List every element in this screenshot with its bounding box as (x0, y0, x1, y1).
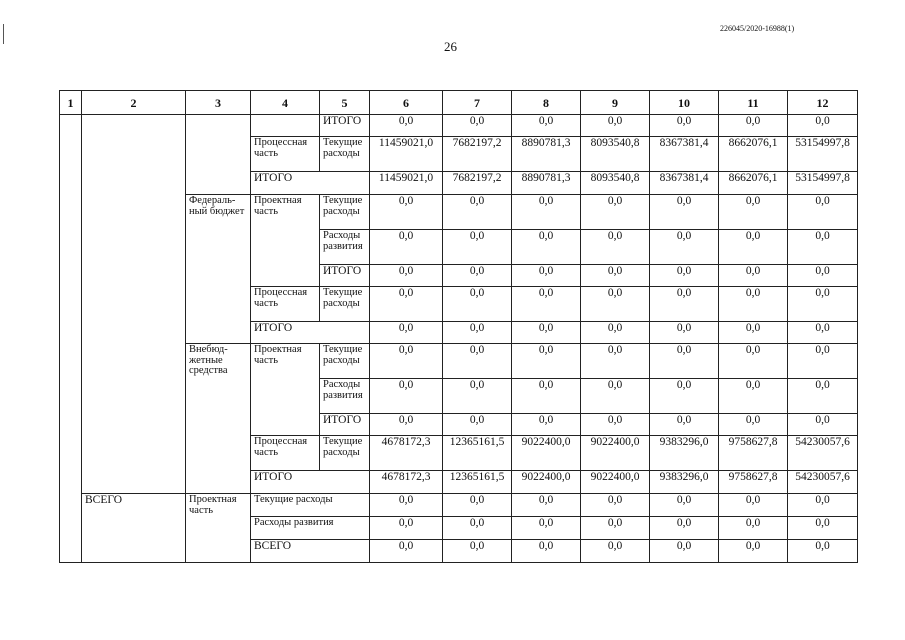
value-cell: 53154997,8 (788, 172, 858, 195)
value-cell: 0,0 (719, 517, 788, 540)
column-header: 9 (581, 91, 650, 115)
value-cell: 0,0 (512, 414, 581, 436)
table-row (60, 115, 858, 137)
value-cell: 0,0 (443, 379, 512, 414)
row-label: ИТОГО (251, 471, 370, 494)
column-header: 6 (370, 91, 443, 115)
value-cell: 0,0 (443, 344, 512, 379)
value-cell: 0,0 (650, 287, 719, 322)
row-label: ИТОГО (320, 115, 370, 137)
value-cell: 0,0 (719, 322, 788, 344)
value-cell: 0,0 (719, 494, 788, 517)
value-cell: 0,0 (370, 517, 443, 540)
value-cell: 0,0 (650, 115, 719, 137)
value-cell: 0,0 (581, 230, 650, 265)
value-cell: 0,0 (788, 322, 858, 344)
row-label: Текущие расходы (320, 195, 370, 230)
column-header: 2 (82, 91, 186, 115)
value-cell: 0,0 (370, 379, 443, 414)
value-cell: 0,0 (512, 517, 581, 540)
value-cell: 0,0 (650, 195, 719, 230)
value-cell: 0,0 (581, 344, 650, 379)
value-cell: 9022400,0 (512, 471, 581, 494)
value-cell: 0,0 (788, 195, 858, 230)
value-cell: 8093540,8 (581, 172, 650, 195)
value-cell: 0,0 (650, 517, 719, 540)
column-header: 5 (320, 91, 370, 115)
value-cell: 0,0 (512, 115, 581, 137)
row-label: Расходы развития (320, 379, 370, 414)
row-label: ИТОГО (320, 265, 370, 287)
value-cell: 0,0 (512, 287, 581, 322)
value-cell: 9383296,0 (650, 471, 719, 494)
row-label: Процессная часть (251, 287, 320, 322)
value-cell: 0,0 (443, 230, 512, 265)
page-number: 26 (444, 39, 457, 54)
value-cell: 0,0 (370, 195, 443, 230)
value-cell: 0,0 (581, 115, 650, 137)
value-cell: 0,0 (581, 517, 650, 540)
value-cell: 0,0 (788, 230, 858, 265)
value-cell: 0,0 (719, 287, 788, 322)
value-cell: 0,0 (512, 322, 581, 344)
value-cell: 0,0 (443, 115, 512, 137)
value-cell: 0,0 (719, 195, 788, 230)
row-label: ИТОГО (320, 414, 370, 436)
margin-line (3, 24, 4, 44)
row-label: Проектная часть (186, 494, 251, 563)
value-cell: 8890781,3 (512, 137, 581, 172)
value-cell: 0,0 (443, 414, 512, 436)
value-cell: 0,0 (581, 322, 650, 344)
value-cell: 0,0 (512, 379, 581, 414)
value-cell: 0,0 (581, 494, 650, 517)
empty-cell (60, 115, 82, 563)
value-cell: 53154997,8 (788, 137, 858, 172)
value-cell: 0,0 (370, 265, 443, 287)
row-label: ВСЕГО (82, 494, 186, 563)
value-cell: 0,0 (719, 540, 788, 563)
row-label: Федераль-ный бюджет (186, 195, 251, 344)
value-cell: 0,0 (443, 322, 512, 344)
column-number-row (60, 91, 858, 115)
value-cell: 0,0 (443, 494, 512, 517)
value-cell: 0,0 (512, 344, 581, 379)
column-header: 12 (788, 91, 858, 115)
value-cell: 0,0 (719, 414, 788, 436)
empty-cell (251, 115, 320, 137)
value-cell: 8662076,1 (719, 137, 788, 172)
value-cell: 0,0 (650, 494, 719, 517)
value-cell: 0,0 (581, 379, 650, 414)
value-cell: 0,0 (650, 379, 719, 414)
value-cell: 7682197,2 (443, 137, 512, 172)
empty-cell (82, 115, 186, 494)
value-cell: 0,0 (788, 494, 858, 517)
value-cell: 0,0 (719, 230, 788, 265)
value-cell: 0,0 (581, 287, 650, 322)
row-label: Процессная часть (251, 137, 320, 172)
value-cell: 0,0 (370, 322, 443, 344)
row-label: Расходы развития (251, 517, 370, 540)
column-header: 7 (443, 91, 512, 115)
value-cell: 11459021,0 (370, 137, 443, 172)
column-header: 11 (719, 91, 788, 115)
value-cell: 0,0 (512, 265, 581, 287)
row-label: Процессная часть (251, 436, 320, 471)
value-cell: 4678172,3 (370, 471, 443, 494)
value-cell: 0,0 (370, 540, 443, 563)
value-cell: 0,0 (581, 414, 650, 436)
value-cell: 9383296,0 (650, 436, 719, 471)
value-cell: 0,0 (650, 540, 719, 563)
value-cell: 0,0 (370, 414, 443, 436)
document-id: 226045/2020-16988(1) (720, 24, 795, 33)
value-cell: 0,0 (512, 230, 581, 265)
value-cell: 0,0 (719, 379, 788, 414)
value-cell: 0,0 (788, 517, 858, 540)
row-label: ИТОГО (251, 172, 370, 195)
column-header: 4 (251, 91, 320, 115)
value-cell: 0,0 (512, 195, 581, 230)
value-cell: 0,0 (443, 195, 512, 230)
row-label: Текущие расходы (320, 137, 370, 172)
value-cell: 0,0 (370, 115, 443, 137)
row-label: Текущие расходы (251, 494, 370, 517)
value-cell: 0,0 (581, 265, 650, 287)
value-cell: 0,0 (512, 494, 581, 517)
column-header: 1 (60, 91, 82, 115)
value-cell: 4678172,3 (370, 436, 443, 471)
empty-cell (186, 115, 251, 195)
row-label: Внебюд-жетные средства (186, 344, 251, 494)
column-header: 3 (186, 91, 251, 115)
row-label: Проектная часть (251, 195, 320, 287)
value-cell: 9022400,0 (581, 471, 650, 494)
row-label: Текущие расходы (320, 436, 370, 471)
value-cell: 0,0 (788, 414, 858, 436)
value-cell: 0,0 (370, 287, 443, 322)
row-label: ИТОГО (251, 322, 370, 344)
value-cell: 11459021,0 (370, 172, 443, 195)
value-cell: 9022400,0 (581, 436, 650, 471)
value-cell: 0,0 (370, 230, 443, 265)
value-cell: 12365161,5 (443, 471, 512, 494)
value-cell: 8890781,3 (512, 172, 581, 195)
value-cell: 0,0 (719, 115, 788, 137)
value-cell: 0,0 (581, 540, 650, 563)
value-cell: 0,0 (719, 344, 788, 379)
value-cell: 0,0 (650, 344, 719, 379)
budget-table (59, 90, 858, 563)
value-cell: 9758627,8 (719, 471, 788, 494)
value-cell: 0,0 (719, 265, 788, 287)
value-cell: 0,0 (443, 517, 512, 540)
value-cell: 7682197,2 (443, 172, 512, 195)
row-label: Проектная часть (251, 344, 320, 436)
value-cell: 8662076,1 (719, 172, 788, 195)
value-cell: 9022400,0 (512, 436, 581, 471)
value-cell: 0,0 (788, 379, 858, 414)
value-cell: 0,0 (370, 344, 443, 379)
value-cell: 0,0 (443, 287, 512, 322)
value-cell: 0,0 (788, 115, 858, 137)
value-cell: 0,0 (650, 265, 719, 287)
row-label: Текущие расходы (320, 344, 370, 379)
value-cell: 9758627,8 (719, 436, 788, 471)
value-cell: 0,0 (788, 287, 858, 322)
value-cell: 0,0 (650, 322, 719, 344)
value-cell: 54230057,6 (788, 436, 858, 471)
row-label: Расходы развития (320, 230, 370, 265)
row-label: Текущие расходы (320, 287, 370, 322)
value-cell: 8367381,4 (650, 137, 719, 172)
value-cell: 0,0 (650, 230, 719, 265)
value-cell: 0,0 (650, 414, 719, 436)
value-cell: 8367381,4 (650, 172, 719, 195)
column-header: 10 (650, 91, 719, 115)
value-cell: 0,0 (443, 265, 512, 287)
value-cell: 12365161,5 (443, 436, 512, 471)
value-cell: 0,0 (788, 344, 858, 379)
table-row (60, 494, 858, 517)
value-cell: 0,0 (512, 540, 581, 563)
value-cell: 0,0 (370, 494, 443, 517)
value-cell: 8093540,8 (581, 137, 650, 172)
value-cell: 0,0 (788, 265, 858, 287)
column-header: 8 (512, 91, 581, 115)
value-cell: 54230057,6 (788, 471, 858, 494)
value-cell: 0,0 (443, 540, 512, 563)
row-label: ВСЕГО (251, 540, 370, 563)
value-cell: 0,0 (581, 195, 650, 230)
value-cell: 0,0 (788, 540, 858, 563)
